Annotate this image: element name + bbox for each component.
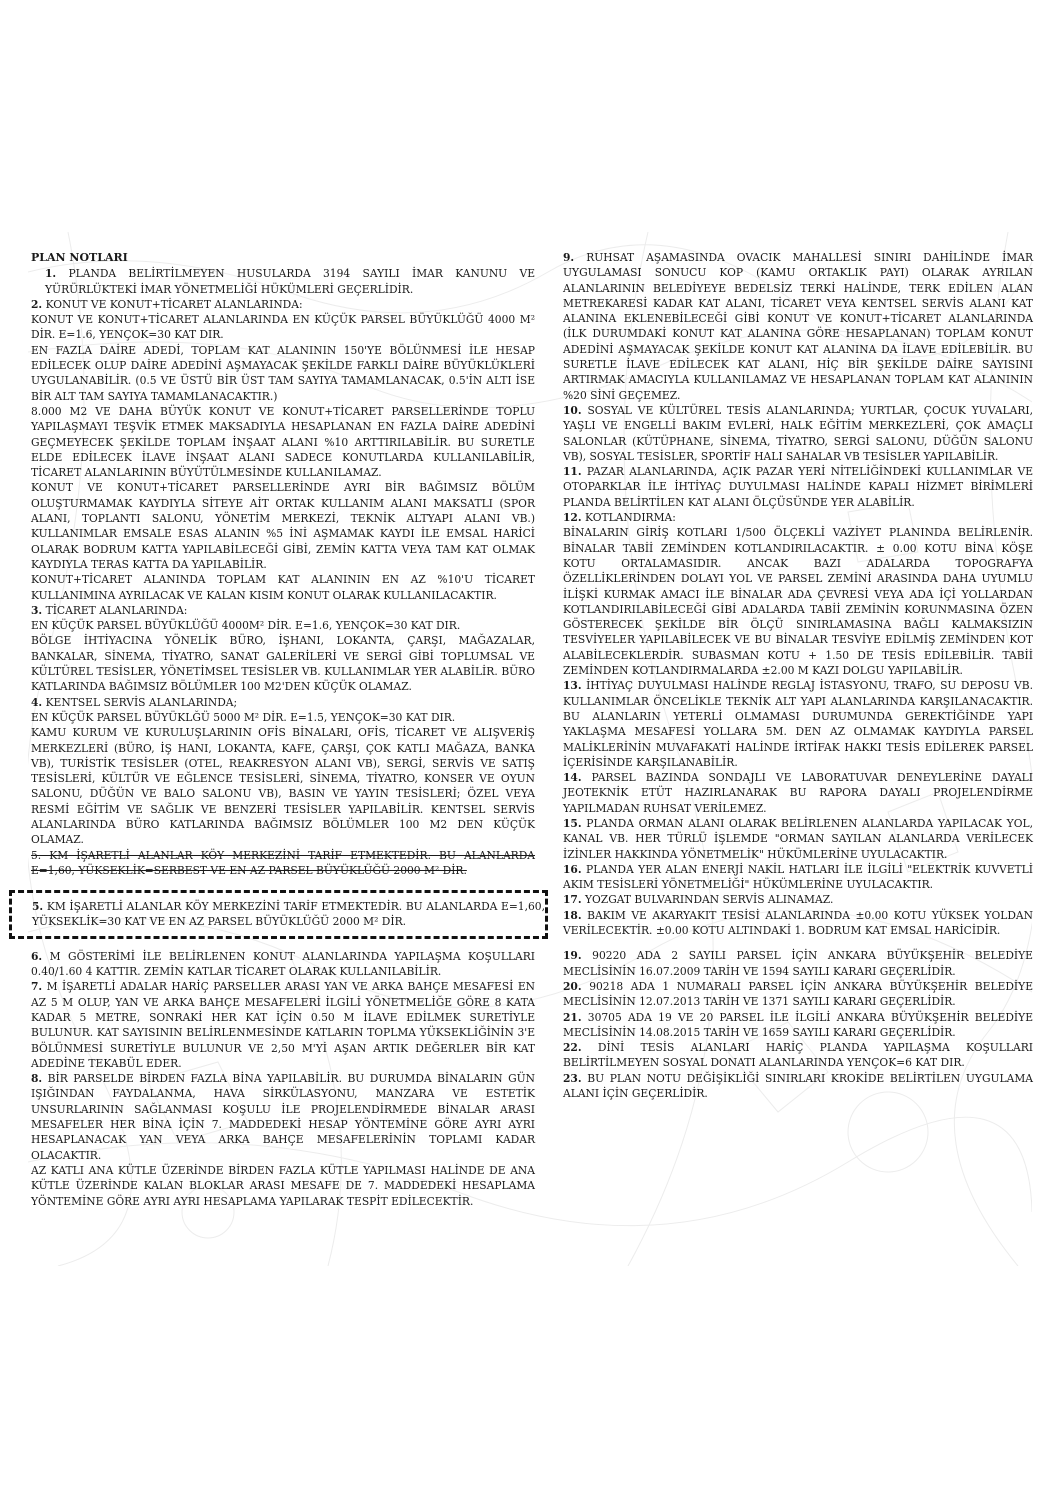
note-text: 30705 ADA 19 VE 20 PARSEL İLE İLGİLİ ANKARA BÜYÜKŞEHİR BELEDİYE MECLİSİNİN 14.08.2015 TARİH VE 1659 SAYILI KARARI GEÇERLİDİR. <box>563 1010 1033 1039</box>
note-n8 <box>31 1071 535 1163</box>
note-text: KONUT VE KONUT+TİCARET PARSELLERİNDE AYRI BİR BAĞIMSIZ BÖLÜM OLUŞTURMAMAK KAYDIYLA SİTEYE AİT ORTAK KULLANIM ALANI MAKSATLI (SPOR ALANI, TOPLANTI SALONU, YÖNETİM MERKEZİ, TEKNİK ALTYAPI ALANI VB.) KULLANIMLAR EMSALE ESAS ALANIN %5 İNİ AŞMAMAK KAYDI İLE EMSAL HARİCİ OLARAK BODRUM KATTA YAPILABİLECEĞİ GİBİ, ZEMİN KATTA VEYA TAM KAT OLMAK KAYDIYLA TERAS KATTA DA YAPILABİLİR. <box>31 481 535 571</box>
note-text: DİNİ TESİS ALANLARI HARİÇ PLANDA YAPILAŞMA KOŞULLARI BELİRTİLMEYEN SOSYAL DONATI ALANLARINDA YENÇOK=6 KAT DIR. <box>563 1041 1033 1070</box>
note-text: BÖLGE İHTİYACINA YÖNELİK BÜRO, İŞHANI, LOKANTA, ÇARŞI, MAĞAZALAR, BANKALAR, SİNEMA, TİYATRO, SANAT GALERİLERİ VE SERGİ GİBİ TOPLUMSAL VE KÜLTÜREL TESİSLER, YÖNETİMSEL TESİSLER VB. KULLANIMLAR YER ALABİLİR. BÜRO KATLARINDA BAĞIMSIZ BÖLÜMLER 100 M2'DEN KÜÇÜK OLAMAZ. <box>31 634 535 694</box>
note-n4 <box>31 695 535 710</box>
left-column <box>31 250 545 1209</box>
note-number: 21. <box>563 1010 582 1024</box>
note-text: BİR PARSELDE BİRDEN FAZLA BİNA YAPILABİLİR. BU DURUMDA BİNALARIN GÜN IŞIĞINDAN FAYDALANMA, HAVA SİRKÜLASYONU, MANZARA VE ESTETİK UNSURLARININ SAĞLANMASI KOŞULU İLE PROJELENDİRMEDE BİNALAR ARASI MESAFELER HER BİNA İÇİN 7. MADDEDEKİ HESAP YÖNTEMİNE GÖRE AYRI AYRI HESAPLANACAK YAN VEYA ARKA BAHÇE MESAFELERİNİN TOPLAMI KADAR OLACAKTIR. <box>31 1072 535 1162</box>
note-text: KONUT VE KONUT+TİCARET ALANLARINDA: <box>42 297 303 311</box>
note-text: KONUT+TİCARET ALANINDA TOPLAM KAT ALANININ EN AZ %10'U TİCARET KULLANIMINA AYRILACAK VE KALAN KISIM KONUT OLARAK KULLANILACAKTIR. <box>31 573 535 602</box>
note-number: 7. <box>31 980 43 994</box>
note-n21 <box>563 1010 1033 1041</box>
note-n2b <box>31 343 535 404</box>
note-n2a <box>31 312 535 343</box>
note-number: 1. <box>45 267 57 281</box>
note-n3 <box>31 603 535 618</box>
note-text: 90218 ADA 1 NUMARALI PARSEL İÇİN ANKARA BÜYÜKŞEHİR BELEDİYE MECLİSİNİN 12.07.2013 TARİH VE 1371 SAYILI KARARI GEÇERLİDİR. <box>563 979 1033 1009</box>
note-number: 16. <box>563 862 582 876</box>
note-text: RUHSAT AŞAMASINDA OVACIK MAHALLESİ SINIRI DAHİLİNDE İMAR UYGULAMASI SONUCU KOP (KAMU ORTAKLIK PAYI) OLARAK AYRILAN ALANLARININ BELEDİYEYE BEDELSİZ TERKİ HALİNDE, TERK EDİLEN ALAN METREKARESİ KADAR KAT ALANI, TİCARET VEYA KENTSEL SERVİS ALANI KAT ALANINA EKLENEBİLECEĞİ GİBİ KONUT VE KONUT+TİCARET ALANLARINDA (İLK DURUMDAKİ KONUT KAT ALANINA GÖRE HESAPLANAN) TOPLAM KONUT ADEDİNİ AŞMAYACAK ŞEKİLDE KONUT KAT ALANINA DA İLAVE EDİLEBİLİR. BU SURETLE İLAVE EDİLECEK KAT ALANI, HİÇ BİR ŞEKİLDE DAİRE SAYISINI ARTIRMAK AMACIYLA KULLANILAMAZ VE HESAPLANAN TOPLAM KAT ALANININ %20 SİNİ GEÇEMEZ. <box>563 251 1033 402</box>
note-n2c <box>31 404 535 480</box>
note-n4b <box>31 725 535 847</box>
note-n23 <box>563 1071 1033 1102</box>
note-n7 <box>31 979 535 1071</box>
note-number: 2. <box>31 297 43 311</box>
note-n1 <box>31 266 535 297</box>
note-number: 12. <box>563 511 582 525</box>
note-number: 22. <box>563 1041 582 1055</box>
note-number: 19. <box>563 949 582 963</box>
note-text: TİCARET ALANLARINDA: <box>42 603 188 617</box>
note-text: KENTSEL SERVİS ALANLARINDA; <box>42 695 238 709</box>
page-title: PLAN NOTLARI <box>31 251 128 264</box>
note-number: 15. <box>563 816 582 830</box>
note-text: KONUT VE KONUT+TİCARET ALANLARINDA EN KÜÇÜK PARSEL BÜYÜKLÜĞÜ 4000 M² DİR. E=1.6, YENÇOK=30 KAT DIR. <box>31 313 535 342</box>
note-text: PAZAR ALANLARINDA, AÇIK PAZAR YERİ NİTELİĞİNDEKİ KULLANIMLAR VE OTOPARKLAR İLE İHTİYAÇ DUYULMASI HALİNDE KAPALI HİZMET BİRİMLERİ PLANDA BELİRTİLEN KAT ALANI ÖLÇÜSÜNDE YER ALABİLİR. <box>563 465 1033 509</box>
right-notes <box>563 250 1033 1101</box>
note-text: BU PLAN NOTU DEĞİŞİKLİĞİ SINIRLARI KROKİDE BELİRTİLEN UYGULAMA ALANI İÇİN GEÇERLİDİR. <box>563 1071 1033 1101</box>
note-n2e <box>31 572 535 603</box>
note-text: 8.000 M2 VE DAHA BÜYÜK KONUT VE KONUT+TİCARET PARSELLERİNDE TOPLU YAPILAŞMAYI TEŞVİK ETMEK MAKSADIYLA HESAPLANAN EN FAZLA DAİRE ADEDİNİ GEÇMEYECEK ŞEKİLDE TOPLAM İNŞAAT ALANI %10 ARTTIRILABİLİR. BU SURETLE ELDE EDİLECEK İLAVE İNŞAAT ALANI SADECE KONUTLARDA KULLANILABİLİR, TİCARET ALANLARININ BÜYÜTÜLMESİNDE KULLANILAMAZ. <box>31 404 535 480</box>
note-text: PLANDA ORMAN ALANI OLARAK BELİRLENEN ALANLARDA YAPILACAK YOL, KANAL VB. HER TÜRLÜ İŞLEMDE "ORMAN SAYILAN ALANLARDA VERİLECEK İZİNLER HAKKINDA YÖNETMELİK" HÜKÜMLERİNE UYULACAKTIR. <box>563 816 1033 861</box>
note-n20 <box>563 979 1033 1010</box>
note-n19 <box>563 948 1033 979</box>
note-n6 <box>31 949 535 980</box>
note-n17 <box>563 892 1033 907</box>
left-notes-2 <box>31 949 535 1209</box>
note-n22 <box>563 1040 1033 1071</box>
spacer <box>563 938 1033 948</box>
note-number: 4. <box>31 695 43 709</box>
note-number: 14. <box>563 771 582 785</box>
revised-note-5-box <box>9 890 548 939</box>
note-text: EN FAZLA DAİRE ADEDİ, TOPLAM KAT ALANININ 150'YE BÖLÜNMESİ İLE HESAP EDİLECEK OLUP DAİRE ADEDİNİ AŞMAYACAK ŞEKİLDE FARKLI DAİRE BÜYÜKLÜKLERİ UYGULANABİLİR. (0.5 VE ÜSTÜ BİR ÜST TAM SAYIYA TAMAMLANACAK, 0.5'İN ALTI İSE BİR ALT TAM SAYIYA TAMAMLANACAKTIR.) <box>31 343 535 403</box>
note-text: BAKIM VE AKARYAKIT TESİSİ ALANLARINDA ±0.00 KOTU YÜKSEK YOLDAN VERİLECEKTİR. ±0.00 KOTU ALTINDAKİ 1. BODRUM KAT EMSAL HARİCİDİR. <box>563 908 1033 938</box>
note-number: 6. <box>31 949 43 963</box>
note-text: PLANDA BELİRTİLMEYEN HUSULARDA 3194 SAYILI İMAR KANUNU VE YÜRÜRLÜKTEKİ İMAR YÖNETMELİĞİ HÜKÜMLERİ GEÇERLİDİR. <box>45 267 535 296</box>
note-text: EN KÜÇÜK PARSEL BÜYÜKLÜĞÜ 4000M² DİR. E=1.6, YENÇOK=30 KAT DIR. <box>31 619 461 633</box>
note-text: PARSEL BAZINDA SONDAJLI VE LABORATUVAR DENEYLERİNE DAYALI JEOTEKNİK ETÜT HAZIRLANARAK BU RAPORA DAYALI PROJELENDİRME YAPILMADAN RUHSAT VERİLEMEZ. <box>563 771 1033 815</box>
note-n12a <box>563 525 1033 678</box>
note-text: PLANDA YER ALAN ENERJİ NAKİL HATLARI İLE İLGİLİ "ELEKTRİK KUVVETLİ AKIM TESİSLERİ YÖNETMELİĞİ" HÜKÜMLERİNE UYULACAKTIR. <box>563 862 1033 892</box>
note-n18 <box>563 908 1033 939</box>
note-number: 17. <box>563 893 582 907</box>
note-number: 20. <box>563 979 582 993</box>
note-n14 <box>563 770 1033 816</box>
note-text: BİNALARIN GİRİŞ KOTLARI 1/500 ÖLÇEKLİ VAZİYET PLANINDA BELİRLENİR. BİNALAR TABİİ ZEMİNDEN KOTLANDIRILACAKTIR. ± 0.00 KOTU BİNA KÖŞE KOTU ORTALAMASIDIR. ANCAK BAZI ADALARDA TOPOGRAFYA ÖZELLİKLERİNDEN DOLAYI YOL VE PARSEL ZEMİNİ ARASINDA DAHA UYUMLU İLİŞKİ KURMAK AMACI İLE BİNALAR ADA ÇEVRESİ VEYA ADA İÇİ YOLLARDAN KOTLANDIRILABİLECEĞİ GİBİ ADALARDA TABİİ ZEMİNİN KORUNMASINA ÖZEN GÖSTERECEK ŞEKİLDE BİR ÖLÇÜ SINIRLAMASINA BAĞLI KALMAKSIZIN TESVİYELER YAPILABİLECEK VE BU BİNALAR TESVİYE EDİLMİŞ ZEMİNDEN KOT ALABİLECEKLERDİR. SUBASMAN KOTU + 1.50 DE TESİS EDİLEBİLİR. TABİİ ZEMİNDEN KOTLANDIRMALARDA ±2.00 M KAZI DOLGU YAPILABİLİR. <box>563 526 1033 678</box>
note-text: KAMU KURUM VE KURULUŞLARININ OFİS BİNALARI, OFİS, TİCARET VE ALIŞVERİŞ MERKEZLERİ (BÜRO, İŞ HANI, LOKANTA, KAFE, ÇARŞI, ÇOK KATLI MAĞAZA, BANKA VB), TURİSTİK TESİSLER (OTEL, REAKRESYON ALANI VB), SERGİ, SERVİS VE SATIŞ TESİSLERİ, KÜLTÜR VE EĞLENCE TESİSLERİ, SİNEMA, TİYATRO, KONSER VE OYUN SALONU, DÜĞÜN VE BALO SALONU VB), BASIN VE YAYIN TESİSLERİ; ÖZEL VEYA RESMİ EĞİTİM VE SAĞLIK VE BENZERİ TESİSLER YAPILABİLİR. KENTSEL SERVİS ALANLARINDA BÜRO KATLARINDA BAĞIMSIZ BÖLÜMLER 100 M2 DEN KÜÇÜK OLAMAZ. <box>31 726 535 847</box>
note-text: SOSYAL VE KÜLTÜREL TESİS ALANLARINDA; YURTLAR, ÇOCUK YUVALARI, YAŞLI VE ENGELLİ BAKIM EVLERİ, HALK EĞİTİM MERKEZLERİ, ÇOK AMAÇLI SALONLAR (KÜTÜPHANE, SİNEMA, TİYATRO, SERGİ SALONU, DÜĞÜN SALONU VB), SOSYAL TESİSLER, SPORTİF HALI SAHALAR VB TESİSLER YAPILABİLİR. <box>563 403 1033 463</box>
note-number: 3. <box>31 603 43 617</box>
struck-note-5: 5. KM İŞARETLİ ALANLAR KÖY MERKEZİNİ TARİF ETMEKTEDİR. BU ALANLARDA E=1,60, YÜKSEKLİK=SERBEST VE EN AZ PARSEL BÜYÜKLÜĞÜ 2000 M² DİR. <box>31 848 535 877</box>
note-n10 <box>563 403 1033 464</box>
note-number: 23. <box>563 1071 582 1085</box>
left-notes <box>31 266 535 847</box>
note-number: 13. <box>563 679 582 693</box>
note-n3b <box>31 633 535 694</box>
note-n9 <box>563 250 1033 403</box>
note-n12 <box>563 510 1033 525</box>
note-number: 11. <box>563 465 582 479</box>
note-text: M GÖSTERİMİ İLE BELİRLENEN KONUT ALANLARINDA YAPILAŞMA KOŞULLARI 0.40/1.60 4 KATTIR. ZEMİN KATLAR TİCARET OLARAK KULLANILABİLİR. <box>31 949 535 979</box>
note-number: 10. <box>563 403 582 417</box>
note-n13 <box>563 678 1033 770</box>
right-column <box>563 250 1033 1101</box>
note-number: 18. <box>563 908 582 922</box>
note-n2 <box>31 297 535 312</box>
note-n16 <box>563 862 1033 893</box>
note-n8a <box>31 1163 535 1209</box>
note-text: KOTLANDIRMA: <box>581 511 676 525</box>
note-text: KM İŞARETLİ ALANLAR KÖY MERKEZİNİ TARİF ETMEKTEDİR. BU ALANLARDA E=1,60, YÜKSEKLİK=30 KAT VE EN AZ PARSEL BÜYÜKLÜĞÜ 2000 M² DİR. <box>32 900 545 929</box>
note-n15 <box>563 816 1033 862</box>
note-n4a <box>31 710 535 725</box>
note-n3a <box>31 618 535 633</box>
note-text: YOZGAT BULVARINDAN SERVİS ALINAMAZ. <box>581 893 834 907</box>
note-text: M İŞARETLİ ADALAR HARİÇ PARSELLER ARASI YAN VE ARKA BAHÇE MESAFESİ EN AZ 5 M OLUP, YAN VE ARKA BAHÇE MESAFELERİ İLGİLİ YÖNETMELİĞE GÖRE 8 KATA KADAR 5 METRE, SONRAKİ HER KAT İÇİN 0.50 M İLAVE EDİLMEK SURETİYLE BULUNUR. KAT SAYISININ BELİRLENMESİNDE KATLARIN TOPLMA YÜKSEKLİĞİNİN 3'E BÖLÜNMESİ SURETİYLE BULUNUR VE 2,50 M'Yİ AŞAN ARTIK DEĞERLER BİR KAT ADEDİNE TEKABÜL EDER. <box>31 980 535 1070</box>
note-text: İHTİYAÇ DUYULMASI HALİNDE REGLAJ İSTASYONU, TRAFO, SU DEPOSU VB. KULLANIMLAR ÖNCELİKLE TEKNİK ALT YAPI ALANLARINDA KARŞILANACAKTIR. BU ALANLARIN YETERLİ OLMAMASI DURUMUNDA GEREKTİĞİNDE YAPI YAKLAŞMA MESAFESİ YOLLARA 5M. DEN AZ OLMAMAK KAYDIYLA PARSEL MALİKLERİNİN MUVAFAKATİ HALİNDE İRTİFAK HAKKI TESİS EDİLEREK PARSEL İÇERİSİNDE KARŞILANABİLİR. <box>563 679 1033 769</box>
note-number: 5. <box>32 900 44 914</box>
note-number: 8. <box>31 1072 43 1086</box>
note-n11 <box>563 464 1033 510</box>
note-text: AZ KATLI ANA KÜTLE ÜZERİNDE BİRDEN FAZLA KÜTLE YAPILMASI HALİNDE DE ANA KÜTLE ÜZERİNDE KALAN BLOKLAR ARASI MESAFE DE 7. MADDEDEKİ HESAPLAMA YÖNTEMİNE GÖRE AYRI AYRI HESAPLAMA YAPILARAK TESPİT EDİLECEKTİR. <box>31 1163 535 1208</box>
note-text: 90220 ADA 2 SAYILI PARSEL İÇİN ANKARA BÜYÜKŞEHİR BELEDİYE MECLİSİNİN 16.07.2009 TARİH VE 1594 SAYILI KARARI GEÇERLİDİR. <box>563 949 1033 978</box>
note-number: 9. <box>563 251 575 264</box>
note-text: EN KÜÇÜK PARSEL BÜYÜKLĞÜ 5000 M² DİR. E=1.5, YENÇOK=30 KAT DIR. <box>31 710 456 724</box>
note-n2d <box>31 480 535 572</box>
